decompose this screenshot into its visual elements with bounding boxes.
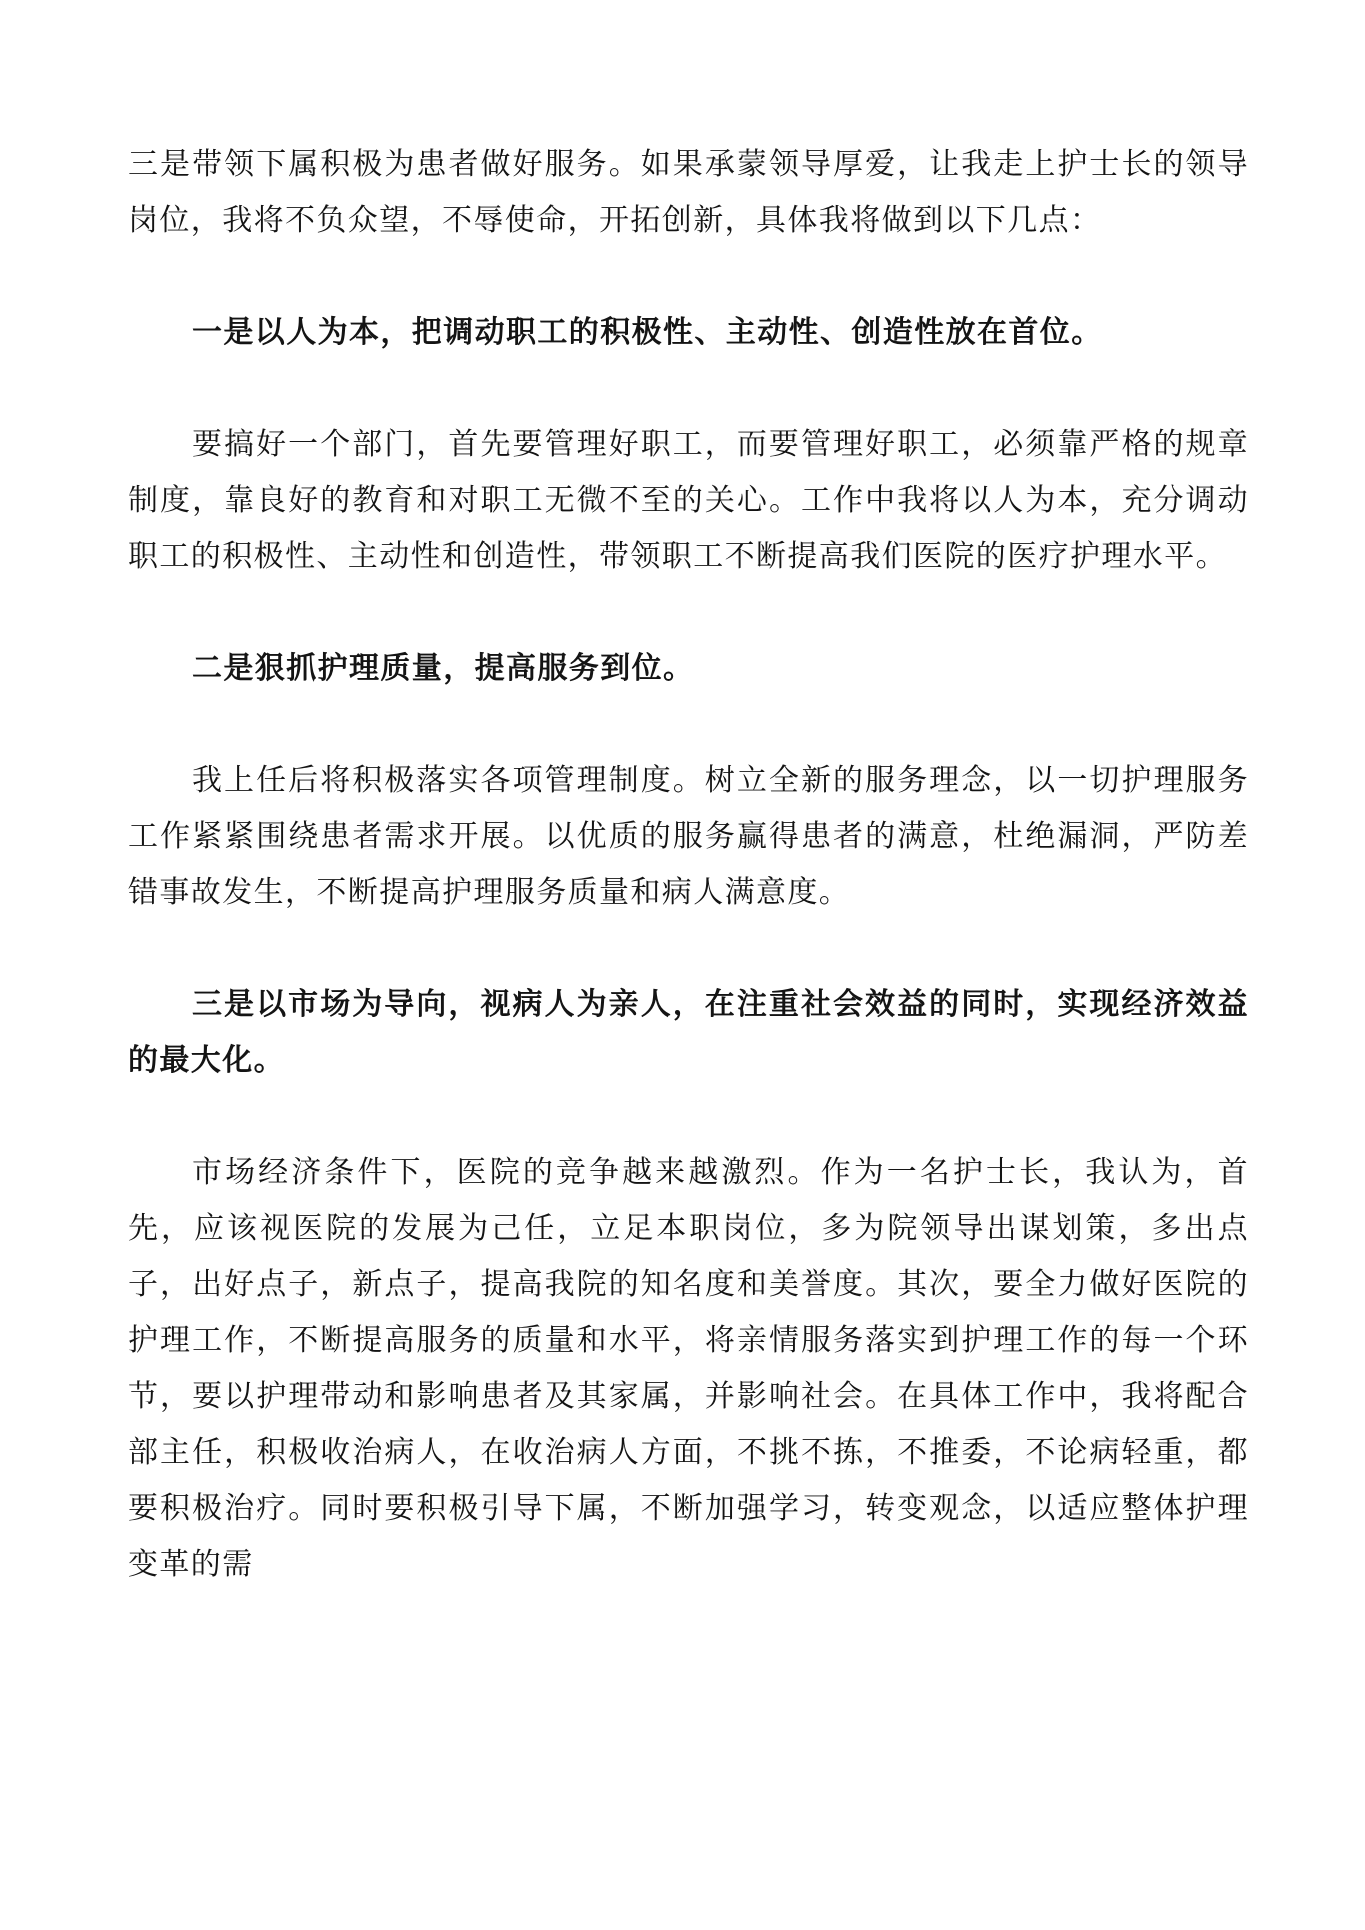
section-heading-3: 三是以市场为导向，视病人为亲人，在注重社会效益的同时，实现经济效益的最大化。 — [128, 987, 1249, 1078]
body-paragraph-continuation: 三是带领下属积极为患者做好服务。如果承蒙领导厚爱，让我走上护士长的领导岗位，我将不负众望，不辱使命，开拓创新，具体我将做到以下几点： — [128, 147, 1249, 238]
section-heading-1: 一是以人为本，把调动职工的积极性、主动性、创造性放在首位。 — [192, 315, 1103, 350]
body-paragraph: 我上任后将积极落实各项管理制度。树立全新的服务理念，以一切护理服务工作紧紧围绕患者需求开展。以优质的服务赢得患者的满意，杜绝漏洞，严防差错事故发生，不断提高护理服务质量和病人满意度。 — [128, 763, 1249, 910]
body-paragraph: 市场经济条件下，医院的竞争越来越激烈。作为一名护士长，我认为，首先，应该视医院的发展为己任，立足本职岗位，多为院领导出谋划策，多出点子，出好点子，新点子，提高我院的知名度和美誉度。其次，要全力做好医院的护理工作，不断提高服务的质量和水平，将亲情服务落实到护理工作的每一个环节，要以护理带动和影响患者及其家属，并影响社会。在具体工作中，我将配合部主任，积极收治病人，在收治病人方面，不挑不拣，不推委，不论病轻重，都要积极治疗。同时要积极引导下属，不断加强学习，转变观念，以适应整体护理变革的需 — [128, 1155, 1249, 1582]
body-paragraph: 要搞好一个部门，首先要管理好职工，而要管理好职工，必须靠严格的规章制度，靠良好的教育和对职工无微不至的关心。工作中我将以人为本，充分调动职工的积极性、主动性和创造性，带领职工不断提高我们医院的医疗护理水平。 — [128, 427, 1249, 574]
section-heading-2: 二是狠抓护理质量，提高服务到位。 — [192, 651, 695, 686]
